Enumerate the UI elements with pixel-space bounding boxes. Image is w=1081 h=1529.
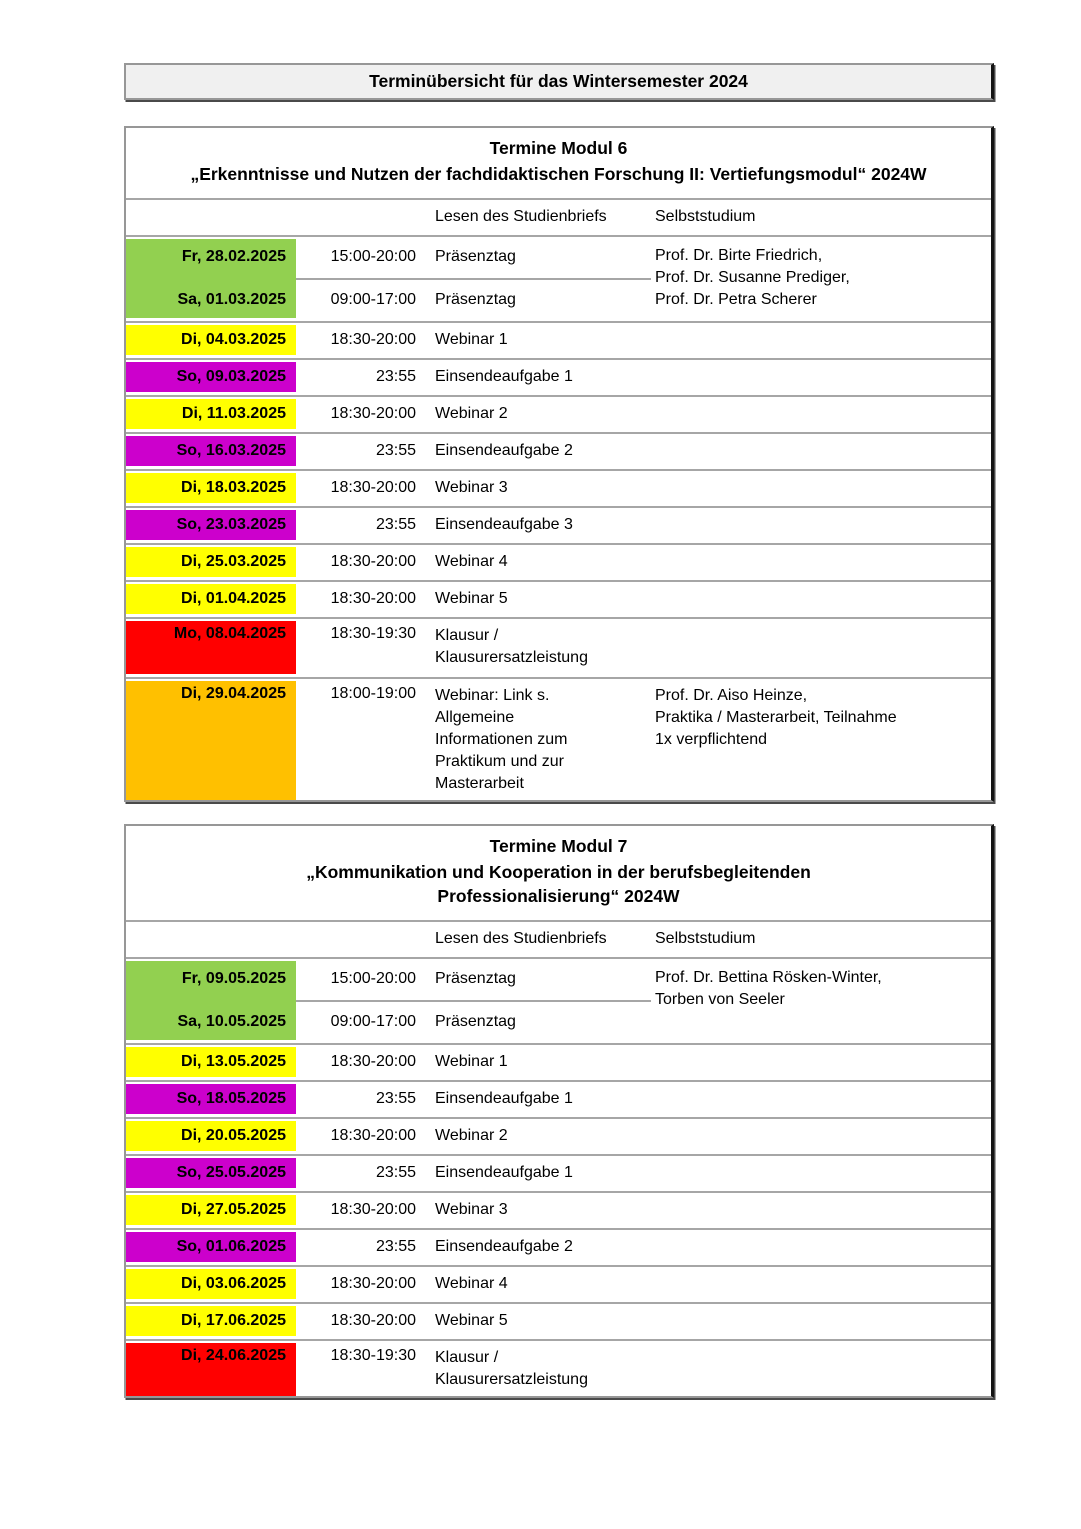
- time-cell: 15:00-20:00: [330, 970, 416, 987]
- time-cell: 18:30-20:00: [330, 553, 416, 570]
- table-row: [126, 1121, 991, 1151]
- row-separator: [126, 355, 991, 362]
- event-cell: [426, 1088, 651, 1110]
- date-cell: Fr, 09.05.2025: [181, 970, 286, 987]
- header-separator: [126, 917, 991, 924]
- event-cell: [426, 366, 651, 388]
- separator-line: [126, 198, 991, 200]
- separator-line: [126, 543, 991, 545]
- event-line: Webinar 5: [435, 590, 508, 607]
- table-row: [126, 1195, 991, 1225]
- event-cell: [426, 477, 651, 499]
- date-cell: So, 16.03.2025: [126, 436, 296, 466]
- module-title: Termine Modul 7: [489, 836, 628, 856]
- event-line: Webinar 3: [435, 1201, 508, 1218]
- event-line: Webinar 2: [435, 1127, 508, 1144]
- event-line: Webinar 1: [435, 1053, 508, 1070]
- date-cell: Di, 01.04.2025: [126, 584, 296, 614]
- module-subtitle: [132, 162, 985, 186]
- module-table-6: [124, 126, 994, 802]
- row-separator: [126, 466, 991, 473]
- column-header-reading: Lesen des Studienbriefs: [435, 930, 607, 947]
- notes-cell: [651, 1343, 991, 1352]
- event-cell: [426, 621, 651, 674]
- event-cell: [426, 588, 651, 610]
- table-row: [126, 362, 991, 392]
- header-separator: [126, 195, 991, 202]
- event-line: Webinar 5: [435, 1312, 508, 1329]
- module-subtitle-line: Professionalisierung“ 2024W: [437, 886, 680, 906]
- row-separator: [126, 1188, 991, 1195]
- time-cell: 23:55: [375, 1090, 416, 1107]
- event-cell: Präsenztag: [435, 291, 516, 308]
- event-line: Einsendeaufgabe 1: [435, 1090, 573, 1107]
- event-cell: [426, 1343, 651, 1396]
- praesenz-date-column: [126, 961, 296, 1040]
- event-line: Einsendeaufgabe 2: [435, 1238, 573, 1255]
- event-line: Informationen zum: [435, 731, 568, 748]
- event-cell: [426, 329, 651, 351]
- event-line: Webinar 4: [435, 1275, 508, 1292]
- time-cell: 23:55: [375, 516, 416, 533]
- event-line: Einsendeaufgabe 1: [435, 368, 573, 385]
- event-line: Webinar: Link s.: [435, 687, 550, 704]
- lecturer-name: Prof. Dr. Birte Friedrich,: [655, 247, 823, 264]
- event-cell: [426, 514, 651, 536]
- event-cell: [426, 403, 651, 425]
- separator-line: [126, 1228, 991, 1230]
- note-line: 1x verpflichtend: [655, 731, 768, 748]
- date-cell: So, 18.05.2025: [126, 1084, 296, 1114]
- separator-line: [296, 1000, 651, 1002]
- date-cell: Di, 11.03.2025: [126, 399, 296, 429]
- header-separator: [126, 232, 991, 239]
- table-row: [126, 584, 991, 614]
- praesenz-block: [126, 239, 991, 318]
- time-cell: 18:30-20:00: [330, 331, 416, 348]
- table-row: [126, 1306, 991, 1336]
- lecturer-name: Prof. Dr. Bettina Rösken-Winter,: [655, 969, 882, 986]
- separator-line: [126, 1043, 991, 1045]
- event-cell: [426, 440, 651, 462]
- separator-line: [126, 1080, 991, 1082]
- table-row: [126, 681, 991, 800]
- event-cell: Präsenztag: [435, 1013, 516, 1030]
- column-header-date-blank: [126, 924, 296, 954]
- separator-line: [126, 957, 991, 959]
- table-row: [126, 510, 991, 540]
- separator-line: [126, 1339, 991, 1341]
- table-row: [126, 547, 991, 577]
- event-line: Allgemeine: [435, 709, 515, 726]
- header-separator: [126, 954, 991, 961]
- praesenz-block: [126, 961, 991, 1040]
- date-cell: Di, 29.04.2025: [126, 681, 296, 800]
- table-row: [126, 1084, 991, 1114]
- separator-line: [126, 1191, 991, 1193]
- row-separator: [126, 1336, 991, 1343]
- event-cell: [426, 1051, 651, 1073]
- event-line: Webinar 3: [435, 479, 508, 496]
- date-cell: So, 01.06.2025: [126, 1232, 296, 1262]
- separator-line: [126, 506, 991, 508]
- date-cell: Di, 17.06.2025: [126, 1306, 296, 1336]
- notes-cell: [651, 681, 991, 756]
- table-row: [126, 1232, 991, 1262]
- row-separator: [126, 1114, 991, 1121]
- separator-line: [126, 920, 991, 922]
- row-separator: [126, 1225, 991, 1232]
- separator-line: [126, 432, 991, 434]
- row-separator: [126, 674, 991, 681]
- praesenz-row: [296, 239, 651, 275]
- table-row: [126, 325, 991, 355]
- separator-line: [126, 1302, 991, 1304]
- note-line: Praktika / Masterarbeit, Teilnahme: [655, 709, 897, 726]
- column-header-date-blank: [126, 202, 296, 232]
- date-cell: Di, 24.06.2025: [126, 1343, 296, 1396]
- module-subtitle: [132, 860, 985, 908]
- date-cell: So, 25.05.2025: [126, 1158, 296, 1188]
- modules-container: [124, 126, 994, 1398]
- row-separator: [126, 503, 991, 510]
- separator-line: [126, 358, 991, 360]
- separator-line: [126, 321, 991, 323]
- date-cell: Di, 03.06.2025: [126, 1269, 296, 1299]
- separator-line: [126, 580, 991, 582]
- module-subtitle-line: „Kommunikation und Kooperation in der berufsbegleitenden: [306, 862, 811, 882]
- table-row: [126, 1158, 991, 1188]
- event-line: Klausur /: [435, 1349, 499, 1366]
- event-line: Einsendeaufgabe 3: [435, 516, 573, 533]
- date-cell: Di, 25.03.2025: [126, 547, 296, 577]
- table-row: [126, 1047, 991, 1077]
- time-cell: 18:30-19:30: [330, 1347, 416, 1364]
- praesenz-mid-column: [296, 239, 651, 318]
- row-separator: [126, 429, 991, 436]
- praesenz-row: [296, 282, 651, 318]
- column-header-selfstudy: Selbststudium: [655, 208, 756, 225]
- note-line: Prof. Dr. Aiso Heinze,: [655, 687, 808, 704]
- table-row: [126, 1343, 991, 1396]
- time-cell: 09:00-17:00: [330, 1013, 416, 1030]
- time-cell: 23:55: [375, 442, 416, 459]
- praesenz-row: [296, 1004, 651, 1040]
- lecturer-name: Torben von Seeler: [655, 991, 785, 1008]
- event-cell: [426, 1310, 651, 1332]
- separator-line: [126, 1154, 991, 1156]
- time-cell: 23:55: [375, 1164, 416, 1181]
- date-cell: Di, 04.03.2025: [126, 325, 296, 355]
- event-line: Webinar 2: [435, 405, 508, 422]
- time-cell: 18:30-20:00: [330, 1201, 416, 1218]
- event-line: Klausurersatzleistung: [435, 649, 588, 666]
- time-cell: 18:30-20:00: [330, 590, 416, 607]
- table-row: [126, 399, 991, 429]
- event-cell: Präsenztag: [435, 970, 516, 987]
- row-separator: [126, 614, 991, 621]
- separator-line: [296, 278, 651, 280]
- lecturers-cell: [651, 239, 991, 318]
- date-cell: Di, 13.05.2025: [126, 1047, 296, 1077]
- row-separator: [126, 540, 991, 547]
- event-cell: [426, 1273, 651, 1295]
- event-cell: [426, 681, 651, 800]
- row-separator: [126, 318, 991, 325]
- event-line: Masterarbeit: [435, 775, 524, 792]
- event-line: Webinar 4: [435, 553, 508, 570]
- event-line: Einsendeaufgabe 2: [435, 442, 573, 459]
- separator-line: [126, 617, 991, 619]
- module-header: [126, 128, 991, 195]
- row-separator: [126, 1299, 991, 1306]
- row-separator: [126, 577, 991, 584]
- event-cell: [426, 1125, 651, 1147]
- event-line: Klausurersatzleistung: [435, 1371, 588, 1388]
- lecturers-cell: [651, 961, 991, 1040]
- time-cell: 18:30-20:00: [330, 1053, 416, 1070]
- row-separator: [126, 1262, 991, 1269]
- separator-line: [126, 1265, 991, 1267]
- praesenz-date-column: [126, 239, 296, 318]
- event-line: Einsendeaufgabe 1: [435, 1164, 573, 1181]
- date-cell: So, 09.03.2025: [126, 362, 296, 392]
- time-cell: 18:30-20:00: [330, 479, 416, 496]
- module-title: Termine Modul 6: [489, 138, 628, 158]
- date-cell: Fr, 28.02.2025: [181, 248, 286, 265]
- page-title: Terminübersicht für das Wintersemester 2024: [369, 71, 748, 91]
- separator-line: [126, 395, 991, 397]
- row-separator: [126, 1077, 991, 1084]
- table-row: [126, 473, 991, 503]
- column-header-reading: Lesen des Studienbriefs: [435, 208, 607, 225]
- document-content: [124, 63, 994, 1398]
- time-cell: 18:30-19:30: [330, 625, 416, 642]
- separator-line: [126, 469, 991, 471]
- praesenz-mid-column: [296, 961, 651, 1040]
- separator-line: [126, 1117, 991, 1119]
- event-cell: [426, 1236, 651, 1258]
- time-cell: 18:00-19:00: [330, 685, 416, 702]
- time-cell: 18:30-20:00: [330, 1275, 416, 1292]
- module-header: [126, 826, 991, 917]
- date-cell: Di, 20.05.2025: [126, 1121, 296, 1151]
- separator-line: [126, 235, 991, 237]
- event-cell: Präsenztag: [435, 248, 516, 265]
- time-cell: 23:55: [375, 368, 416, 385]
- event-line: Klausur /: [435, 627, 499, 644]
- lecturer-name: Prof. Dr. Susanne Prediger,: [655, 269, 850, 286]
- event-cell: [426, 551, 651, 573]
- time-cell: 18:30-20:00: [330, 1312, 416, 1329]
- row-separator: [126, 1151, 991, 1158]
- table-row: [126, 621, 991, 674]
- module-table-7: [124, 824, 994, 1398]
- praesenz-row: [296, 961, 651, 997]
- event-line: Webinar 1: [435, 331, 508, 348]
- date-cell: So, 23.03.2025: [126, 510, 296, 540]
- date-cell: Di, 27.05.2025: [126, 1195, 296, 1225]
- praesenz-row-separator: [296, 997, 651, 1004]
- date-cell: Sa, 01.03.2025: [177, 291, 286, 308]
- page-title-box: [124, 63, 994, 100]
- module-subtitle-line: „Erkenntnisse und Nutzen der fachdidaktischen Forschung II: Vertiefungsmodul“ 2024W: [190, 164, 927, 184]
- event-cell: [426, 1199, 651, 1221]
- table-row: [126, 436, 991, 466]
- column-header-row: [126, 202, 991, 232]
- event-line: Praktikum und zur: [435, 753, 564, 770]
- separator-line: [126, 677, 991, 679]
- time-cell: 15:00-20:00: [330, 248, 416, 265]
- date-cell: Mo, 08.04.2025: [126, 621, 296, 674]
- time-cell: 23:55: [375, 1238, 416, 1255]
- time-cell: 18:30-20:00: [330, 1127, 416, 1144]
- column-header-row: [126, 924, 991, 954]
- date-cell: Sa, 10.05.2025: [177, 1013, 286, 1030]
- date-cell: Di, 18.03.2025: [126, 473, 296, 503]
- row-separator: [126, 1040, 991, 1047]
- column-header-selfstudy: Selbststudium: [655, 930, 756, 947]
- row-separator: [126, 392, 991, 399]
- notes-cell: [651, 621, 991, 630]
- lecturer-name: Prof. Dr. Petra Scherer: [655, 291, 817, 308]
- time-cell: 09:00-17:00: [330, 291, 416, 308]
- praesenz-row-separator: [296, 275, 651, 282]
- table-row: [126, 1269, 991, 1299]
- event-cell: [426, 1162, 651, 1184]
- time-cell: 18:30-20:00: [330, 405, 416, 422]
